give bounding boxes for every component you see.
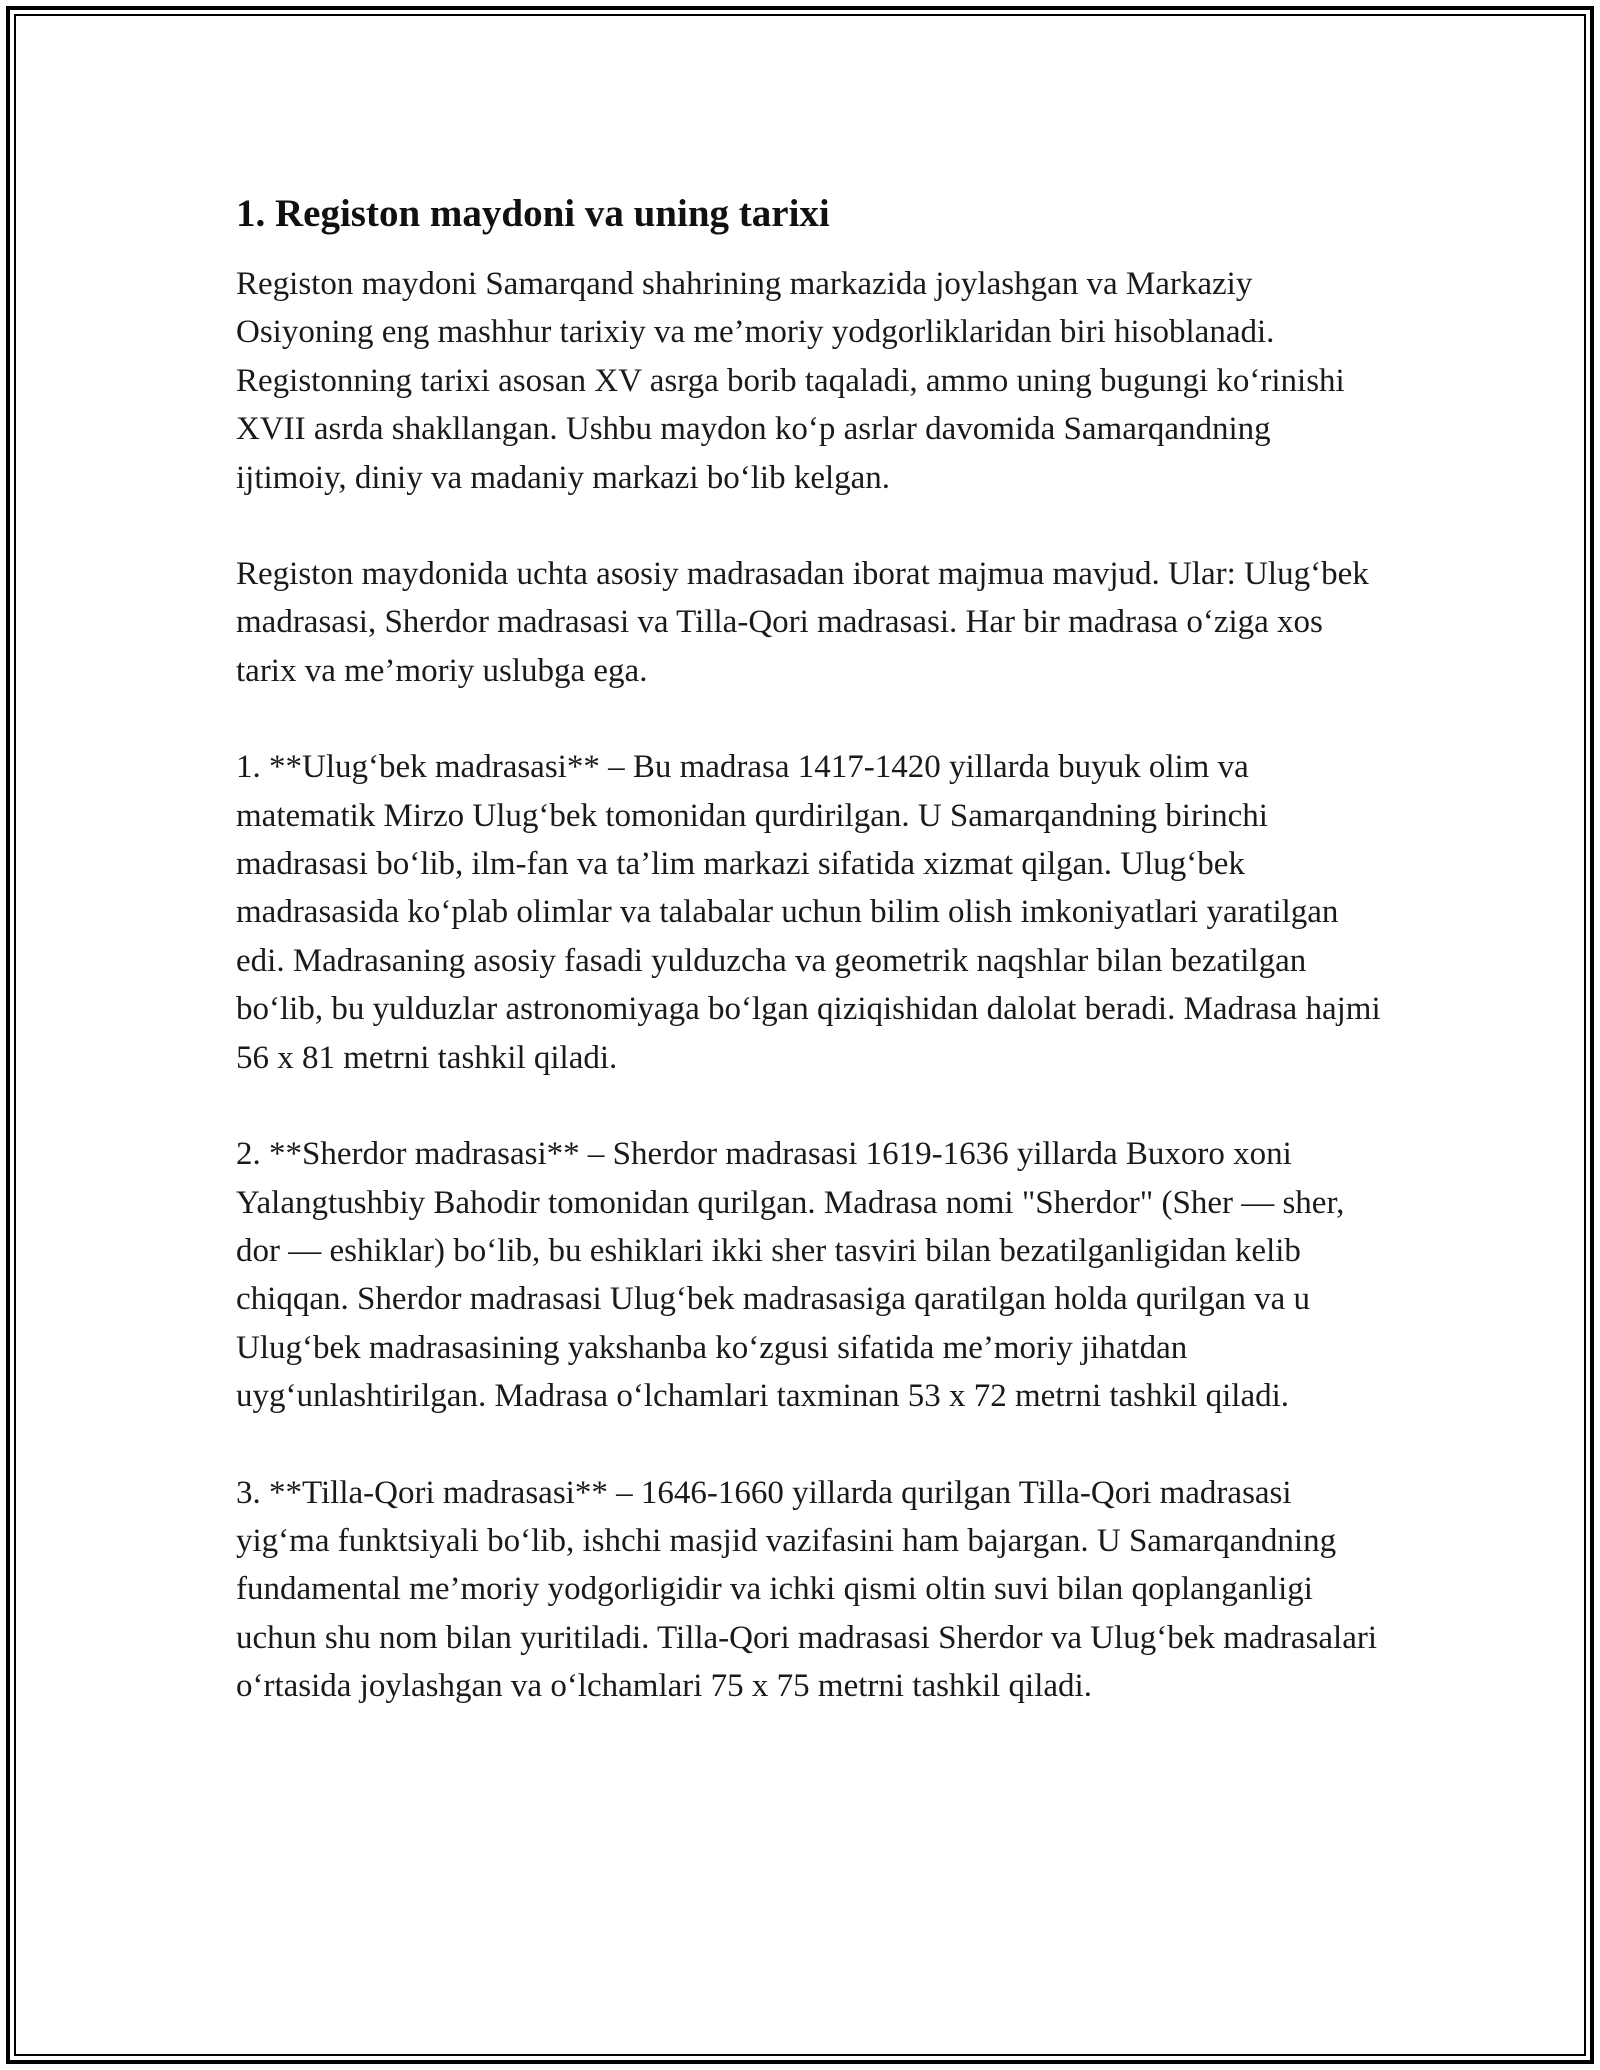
paragraph-intro: Registon maydoni Samarqand shahrining markazida joylashgan va Markaziy Osiyoning eng mashhur tarixiy va me’moriy yodgorliklaridan biri hisoblanadi. Registonning tarixi asosan XV asrga borib taqaladi, ammo uning bugungi ko‘rinishi XVII asrda shakllangan. Ushbu maydon ko‘p asrlar davomida Samarqandning ijtimoiy, diniy va madaniy markazi bo‘lib kelgan. [236,266,1345,496]
document-body [236,186,1386,1759]
paragraph-madrasas-overview: Registon maydonida uchta asosiy madrasadan iborat majmua mavjud. Ular: Ulug‘bek madrasasi, Sherdor madrasasi va Tilla-Qori madrasasi. Har bir madrasa o‘ziga xos tarix va me’moriy uslubga ega. [236,556,1369,689]
paragraph-ulugbek-madrasa: 1. **Ulug‘bek madrasasi** – Bu madrasa 1417-1420 yillarda buyuk olim va matematik Mirzo Ulug‘bek tomonidan qurdirilgan. U Samarqandning birinchi madrasasi bo‘lib, ilm-fan va ta’lim markazi sifatida xizmat qilgan. Ulug‘bek madrasasida ko‘plab olimlar va talabalar uchun bilim olish imkoniyatlari yaratilgan edi. Madrasaning asosiy fasadi yulduzcha va geometrik naqshlar bilan bezatilgan bo‘lib, bu yulduzlar astronomiyaga bo‘lgan qiziqishidan dalolat beradi. Madrasa hajmi 56 x 81 metrni tashkil qiladi. [236,749,1381,1076]
paragraph-sherdor-madrasa: 2. **Sherdor madrasasi** – Sherdor madrasasi 1619-1636 yillarda Buxoro xoni Yalangtushbiy Bahodir tomonidan qurilgan. Madrasa nomi "Sherdor" (Sher — sher, dor — eshiklar) bo‘lib, bu eshiklari ikki sher tasviri bilan bezatilganligidan kelib chiqqan. Sherdor madrasasi Ulug‘bek madrasasiga qaratilgan holda qurilgan va u Ulug‘bek madrasasining yakshanba ko‘zgusi sifatida me’moriy jihatdan uyg‘unlashtirilgan. Madrasa o‘lchamlari taxminan 53 x 72 metrni tashkil qiladi. [236,1136,1345,1415]
section-title: 1. Registon maydoni va uning tarixi [236,192,830,235]
paragraph-tilla-qori-madrasa: 3. **Tilla-Qori madrasasi** – 1646-1660 yillarda qurilgan Tilla-Qori madrasasi yig‘ma funktsiyali bo‘lib, ishchi masjid vazifasini ham bajargan. U Samarqandning fundamental me’moriy yodgorligidir va ichki qismi oltin suvi bilan qoplanganligi uchun shu nom bilan yuritiladi. Tilla-Qori madrasasi Sherdor va Ulug‘bek madrasalari o‘rtasida joylashgan va o‘lchamlari 75 x 75 metrni tashkil qiladi. [236,1474,1378,1705]
